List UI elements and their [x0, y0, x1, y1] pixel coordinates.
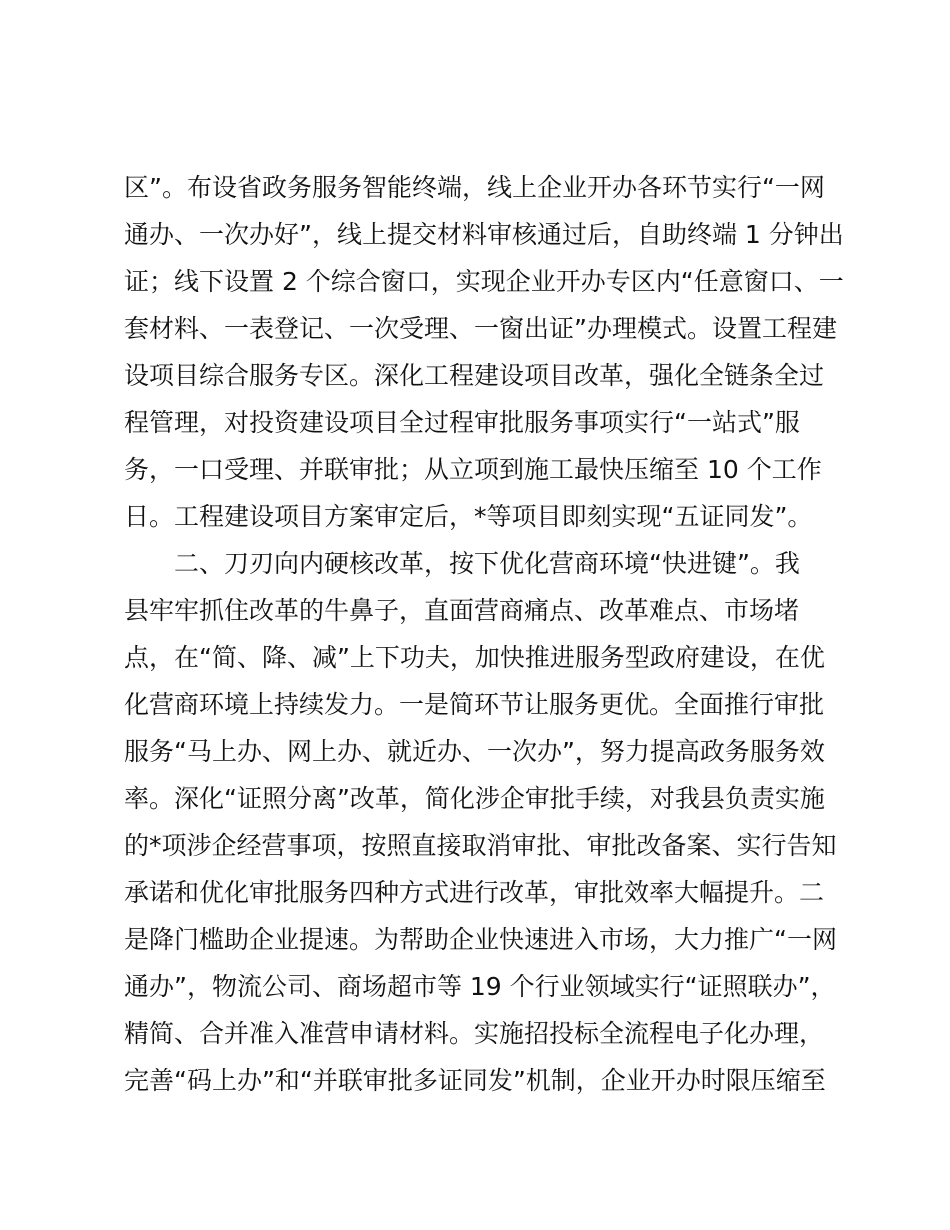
text-line: 是降门槛助企业提速。为帮助企业快速进入市场，大力推广“一网	[124, 925, 837, 954]
text-line: 的*项涉企经营事项，按照直接取消审批、审批改备案、实行告知	[124, 831, 837, 860]
text-line: 日。工程建设项目方案审定后，*等项目即刻实现“五证同发”。	[124, 502, 813, 531]
text-line: 区”。布设省政务服务智能终端，线上企业开办各环节实行“一网	[124, 173, 825, 202]
text-line: 服务“马上办、网上办、就近办、一次办”，努力提高政务服务效	[124, 737, 825, 766]
section-heading-line: 二、刀刃向内硬核改革，按下优化营商环境“快进键”。我	[174, 549, 800, 578]
text-line: 套材料、一表登记、一次受理、一窗出证”办理模式。设置工程建	[124, 314, 837, 343]
text-line: 通办”，物流公司、商场超市等 19 个行业领域实行“证照联办”，	[124, 972, 836, 1001]
text-line: 县牢牢抓住改革的牛鼻子，直面营商痛点、改革难点、市场堵	[124, 596, 800, 625]
text-line: 点，在“简、降、减”上下功夫，加快推进服务型政府建设，在优	[124, 643, 825, 672]
text-line: 率。深化“证照分离”改革，简化涉企审批手续，对我县负责实施	[124, 784, 825, 813]
text-line: 精简、合并准入准营申请材料。实施招投标全流程电子化办理，	[124, 1019, 825, 1048]
text-line: 设项目综合服务专区。深化工程建设项目改革，强化全链条全过	[124, 361, 825, 390]
text-line: 化营商环境上持续发力。一是简环节让服务更优。全面推行审批	[124, 690, 825, 719]
text-line: 务，一口受理、并联审批；从立项到施工最快压缩至 10 个工作	[124, 455, 822, 484]
text-line: 完善“码上办”和“并联审批多证同发”机制，企业开办时限压缩至	[124, 1066, 826, 1095]
text-line: 证；线下设置 2 个综合窗口，实现企业开办专区内“任意窗口、一	[124, 267, 844, 296]
text-line: 通办、一次办好”，线上提交材料审核通过后，自助终端 1 分钟出	[124, 220, 844, 249]
text-line: 承诺和优化审批服务四种方式进行改革，审批效率大幅提升。二	[124, 878, 825, 907]
text-line: 程管理，对投资建设项目全过程审批服务事项实行“一站式”服	[124, 408, 800, 437]
